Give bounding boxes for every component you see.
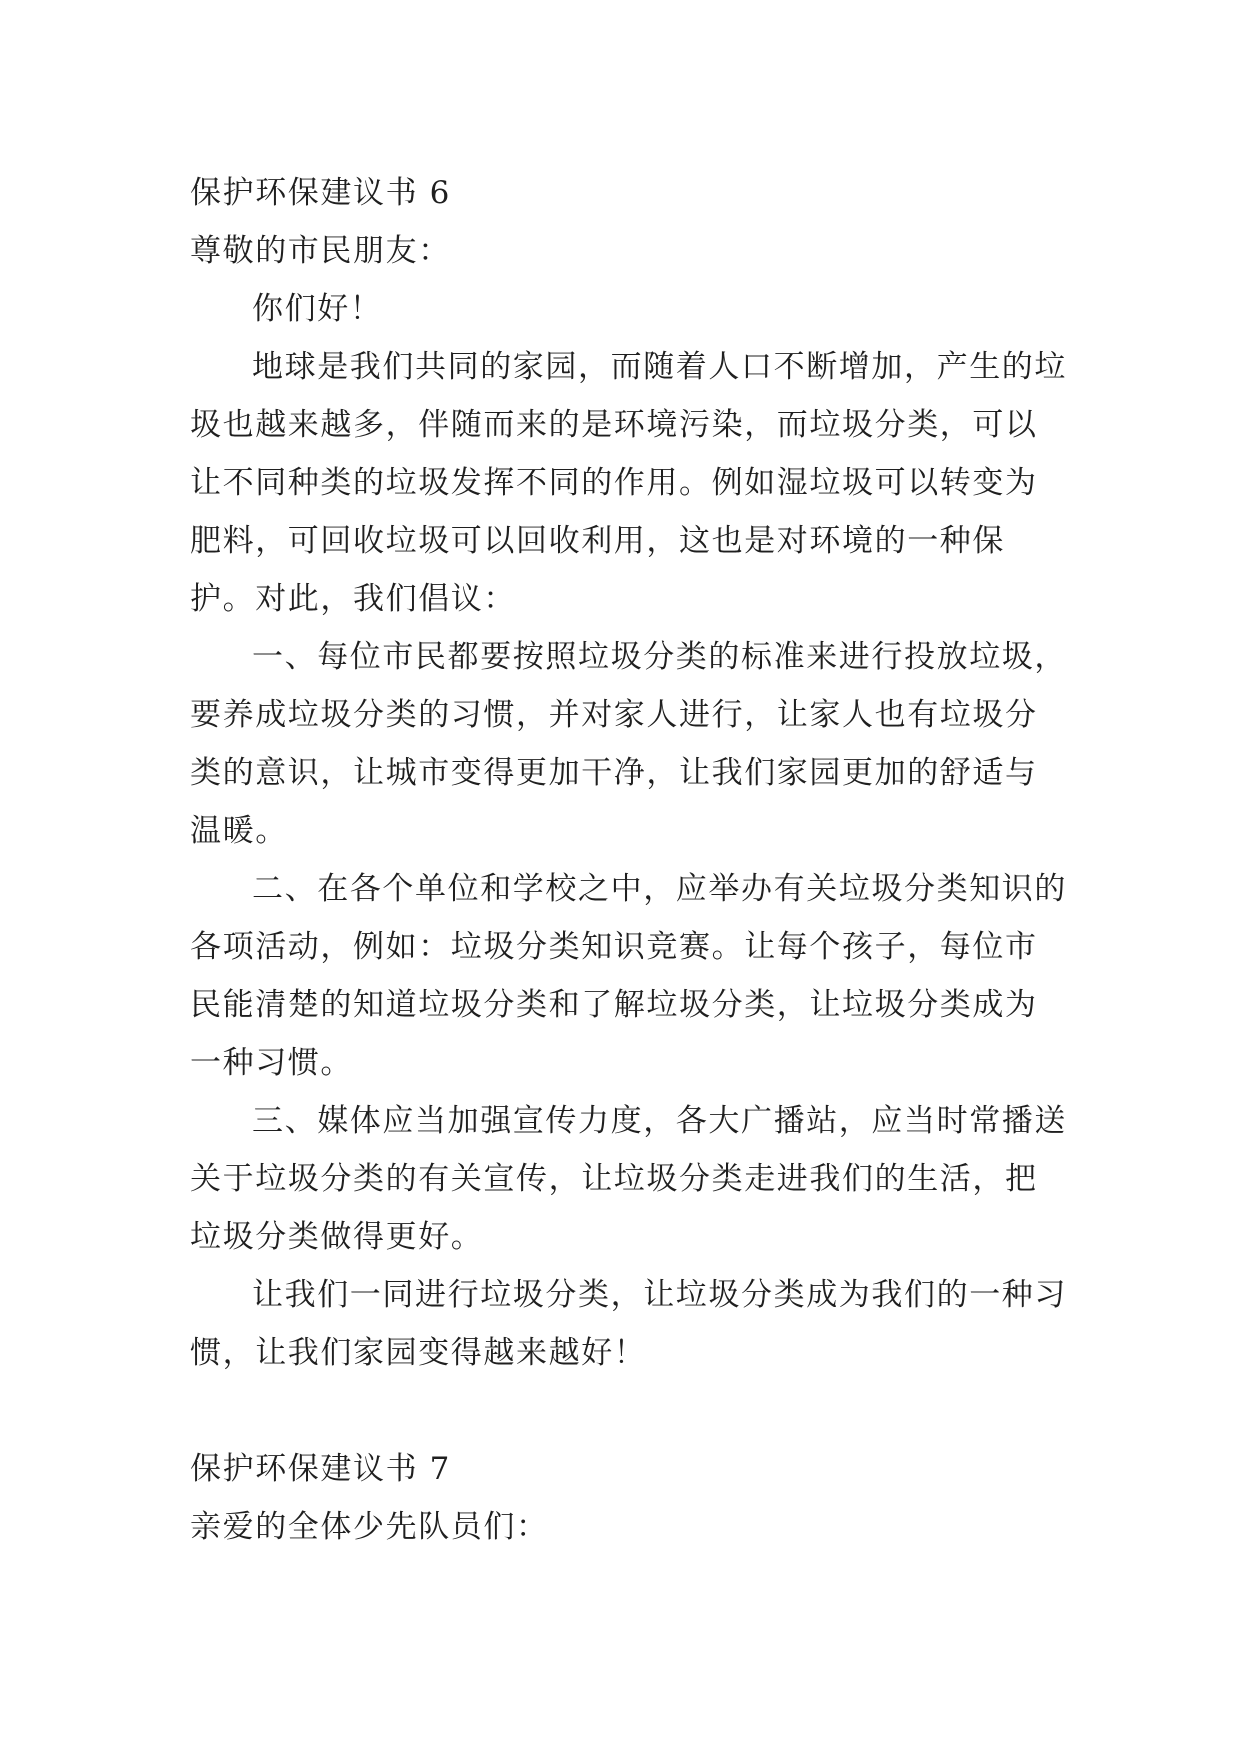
paragraph-closing: 让我们一同进行垃圾分类，让垃圾分类成为我们的一种习惯，让我们家园变得越来越好！ [190, 1277, 1067, 1371]
paragraph-intro: 地球是我们共同的家园，而随着人口不断增加，产生的垃圾也越来越多，伴随而来的是环境污染，而垃圾分类，可以让不同种类的垃圾发挥不同的作用。例如湿垃圾可以转变为肥料，可回收垃圾可以回收利用，这也是对环境的一种保护。对此，我们倡议： [190, 349, 1067, 617]
paragraph-proposal-3: 三、媒体应当加强宣传力度，各大广播站，应当时常播送关于垃圾分类的有关宣传，让垃圾分类走进我们的生活，把垃圾分类做得更好。 [190, 1103, 1067, 1255]
paragraph-proposal-1: 一、每位市民都要按照垃圾分类的标准来进行投放垃圾，要养成垃圾分类的习惯，并对家人进行，让家人也有垃圾分类的意识，让城市变得更加干净，让我们家园更加的舒适与温暖。 [190, 639, 1067, 849]
paragraph-proposal-2: 二、在各个单位和学校之中，应举办有关垃圾分类知识的各项活动，例如：垃圾分类知识竞赛。让每个孩子，每位市民能清楚的知道垃圾分类和了解垃圾分类，让垃圾分类成为一种习惯。 [190, 871, 1067, 1081]
section-heading: 保护环保建议书 6 [190, 175, 451, 211]
document-body [190, 164, 1070, 1556]
section-spacer [190, 1382, 1070, 1440]
salutation: 亲爱的全体少先队员们： [190, 1509, 549, 1545]
salutation: 尊敬的市民朋友： [190, 233, 451, 269]
section-heading: 保护环保建议书 7 [190, 1451, 451, 1487]
greeting: 你们好！ [252, 291, 383, 327]
